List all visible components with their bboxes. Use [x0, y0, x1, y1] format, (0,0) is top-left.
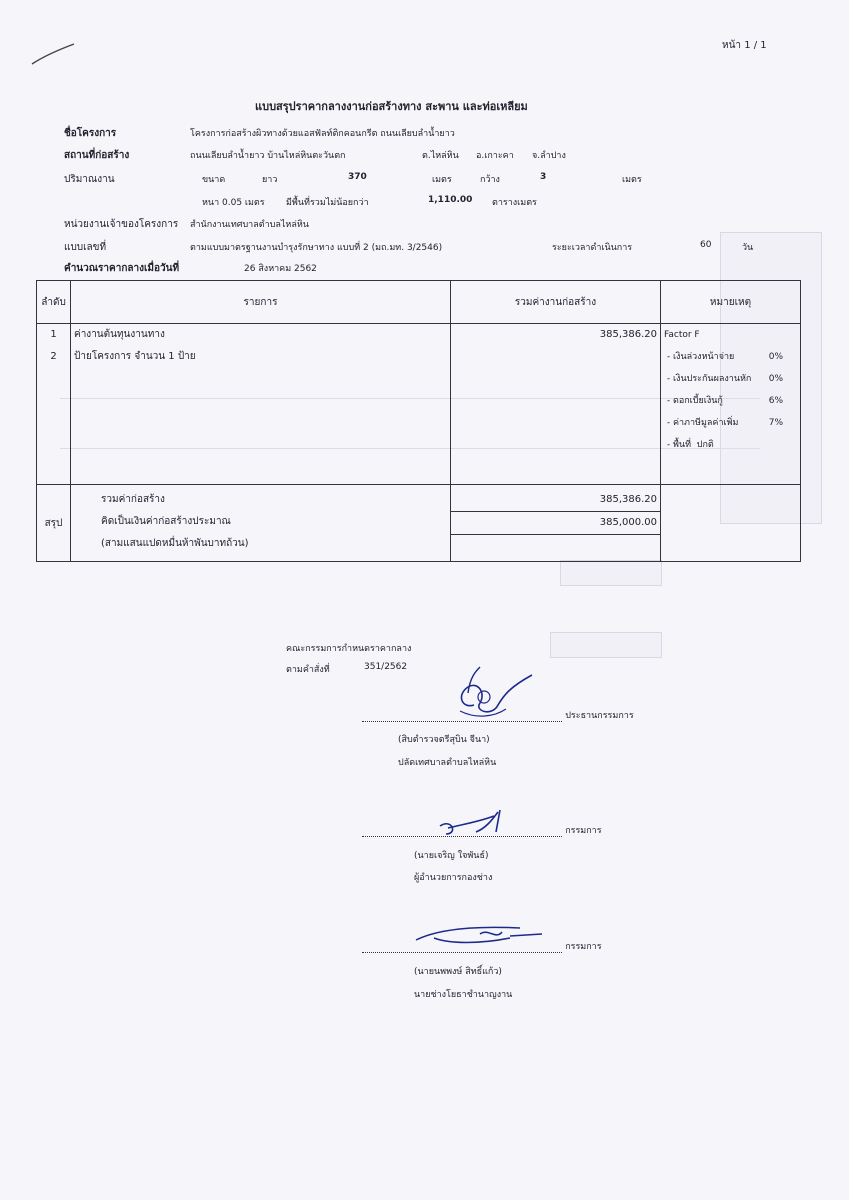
body-no-cell	[37, 324, 71, 485]
page-number: หน้า 1 / 1	[722, 40, 767, 51]
factor-value: 6%	[768, 396, 783, 406]
site-tambon: ต.ไหล่หิน	[422, 151, 459, 161]
plan-label: แบบเลขที่	[64, 242, 107, 253]
length-value: 370	[348, 172, 367, 182]
signature-line	[362, 823, 602, 837]
factor-value: 0%	[768, 352, 783, 362]
approx-value: 385,000.00	[451, 512, 660, 535]
project-value: โครงการก่อสร้างผิวทางด้วยแอสฟัลท์ติกคอนกรีต ถนนเลียบลำน้ำยาว	[190, 129, 455, 139]
summary-label-cell	[37, 485, 71, 562]
header-no: ลำดับ	[37, 281, 71, 324]
body-note-cell	[661, 324, 801, 485]
factor-label: - ดอกเบี้ยเงินกู้	[666, 396, 723, 406]
factor-line	[664, 434, 797, 456]
table-body-row	[37, 324, 801, 485]
site-amphoe: อ.เกาะคา	[476, 151, 514, 161]
row-no: 1	[50, 329, 57, 340]
body-cost-cell	[451, 324, 661, 485]
row-item: ค่างานต้นทุนงานทาง	[74, 329, 165, 340]
factor-f-title: Factor F	[664, 330, 700, 340]
owner-value: สำนักงานเทศบาลตำบลไหล่หิน	[190, 220, 309, 230]
site-label: สถานที่ก่อสร้าง	[64, 150, 130, 161]
size-label: ขนาด	[202, 175, 226, 185]
area-label: มีพื้นที่รวมไม่น้อยกว่า	[286, 198, 369, 208]
signer-role: กรรมการ	[565, 942, 602, 952]
duration-label: ระยะเวลาดำเนินการ	[552, 243, 633, 253]
signer-position: นายช่างโยธาชำนาญงาน	[414, 990, 513, 1000]
calc-date-label: คำนวณราคากลางเมื่อวันที่	[64, 263, 180, 274]
factor-label: - พื้นที่	[666, 440, 692, 450]
header-item: รายการ	[71, 281, 451, 324]
thickness-text: หนา 0.05 เมตร	[202, 198, 265, 208]
site-road: ถนนเลียบลำน้ำยาว บ้านไหล่หินตะวันตก	[190, 151, 346, 161]
calc-date-value: 26 สิงหาคม 2562	[244, 264, 317, 274]
total-value: 385,386.20	[451, 489, 660, 512]
width-unit: เมตร	[622, 175, 642, 185]
factor-label: - เงินประกันผลงานหัก	[666, 374, 752, 384]
signature-line	[362, 708, 634, 722]
summary-value-cell	[451, 485, 661, 562]
body-item-cell	[71, 324, 451, 485]
document-title: แบบสรุปราคากลางงานก่อสร้างทาง สะพาน และท่อเหลียม	[255, 100, 528, 113]
factor-value: 7%	[768, 418, 783, 428]
signer-name: (นายเจริญ ใจพันธ์)	[414, 851, 489, 861]
signer-role: ประธานกรรมการ	[565, 711, 634, 721]
row-cost: 385,386.20	[599, 329, 657, 340]
signature-line	[362, 939, 602, 953]
factor-line	[664, 390, 797, 412]
row-no: 2	[50, 351, 57, 362]
factor-label: - เงินล่วงหน้าจ่าย	[666, 352, 735, 362]
summary-row	[37, 485, 801, 562]
signer-position: ปลัดเทศบาลตำบลไหล่หิน	[398, 758, 497, 768]
summary-note-cell	[661, 485, 801, 562]
qty-label: ปริมาณงาน	[64, 174, 115, 185]
signer-position: ผู้อำนวยการกองช่าง	[414, 873, 493, 883]
cost-summary-table	[36, 280, 801, 562]
site-province: จ.ลำปาง	[532, 151, 566, 161]
plan-value: ตามแบบมาตรฐานงานบำรุงรักษาทาง แบบที่ 2 (มถ.มท. 3/2546)	[190, 243, 443, 253]
width-label: กว้าง	[480, 175, 500, 185]
header-note: หมายเหตุ	[661, 281, 801, 324]
project-label: ชื่อโครงการ	[64, 128, 117, 139]
width-value: 3	[540, 172, 547, 182]
duration-value: 60	[700, 240, 712, 250]
committee-heading: คณะกรรมการกำหนดราคากลาง	[286, 644, 412, 654]
length-label: ยาว	[262, 175, 278, 185]
pen-mark	[30, 40, 80, 70]
duration-unit: วัน	[742, 243, 754, 253]
owner-label: หน่วยงานเจ้าของโครงการ	[64, 219, 179, 230]
factor-line	[664, 346, 797, 368]
factor-value: 0%	[768, 374, 783, 384]
area-unit: ตารางเมตร	[492, 198, 537, 208]
summary-label: สรุป	[44, 517, 63, 529]
signer-name: (นายนพพงษ์ สิทธิ์แก้ว)	[414, 967, 502, 977]
header-cost: รวมค่างานก่อสร้าง	[451, 281, 661, 324]
approx-label: คิดเป็นเงินค่าก่อสร้างประมาณ	[101, 516, 231, 527]
order-value: 351/2562	[364, 662, 408, 672]
length-unit: เมตร	[432, 175, 452, 185]
bleed-through-box-2	[560, 560, 662, 586]
approx-words: (สามแสนแปดหมื่นห้าพันบาทถ้วน)	[101, 538, 249, 549]
row-item: ป้ายโครงการ จำนวน 1 ป้าย	[74, 351, 196, 362]
summary-text-cell	[71, 485, 451, 562]
factor-value: ปกติ	[696, 440, 714, 450]
table-header-row	[37, 281, 801, 324]
bleed-through-box-3	[550, 632, 662, 658]
factor-line	[664, 412, 797, 434]
order-label: ตามคำสั่งที่	[286, 665, 330, 675]
signer-role: กรรมการ	[565, 826, 602, 836]
total-label: รวมค่าก่อสร้าง	[101, 494, 165, 505]
area-value: 1,110.00	[428, 195, 473, 205]
factor-label: - ค่าภาษีมูลค่าเพิ่ม	[666, 418, 739, 428]
factor-line	[664, 368, 797, 390]
signer-name: (สิบตำรวจตรีสุบิน จีนา)	[398, 735, 490, 745]
row-cost	[454, 346, 657, 368]
